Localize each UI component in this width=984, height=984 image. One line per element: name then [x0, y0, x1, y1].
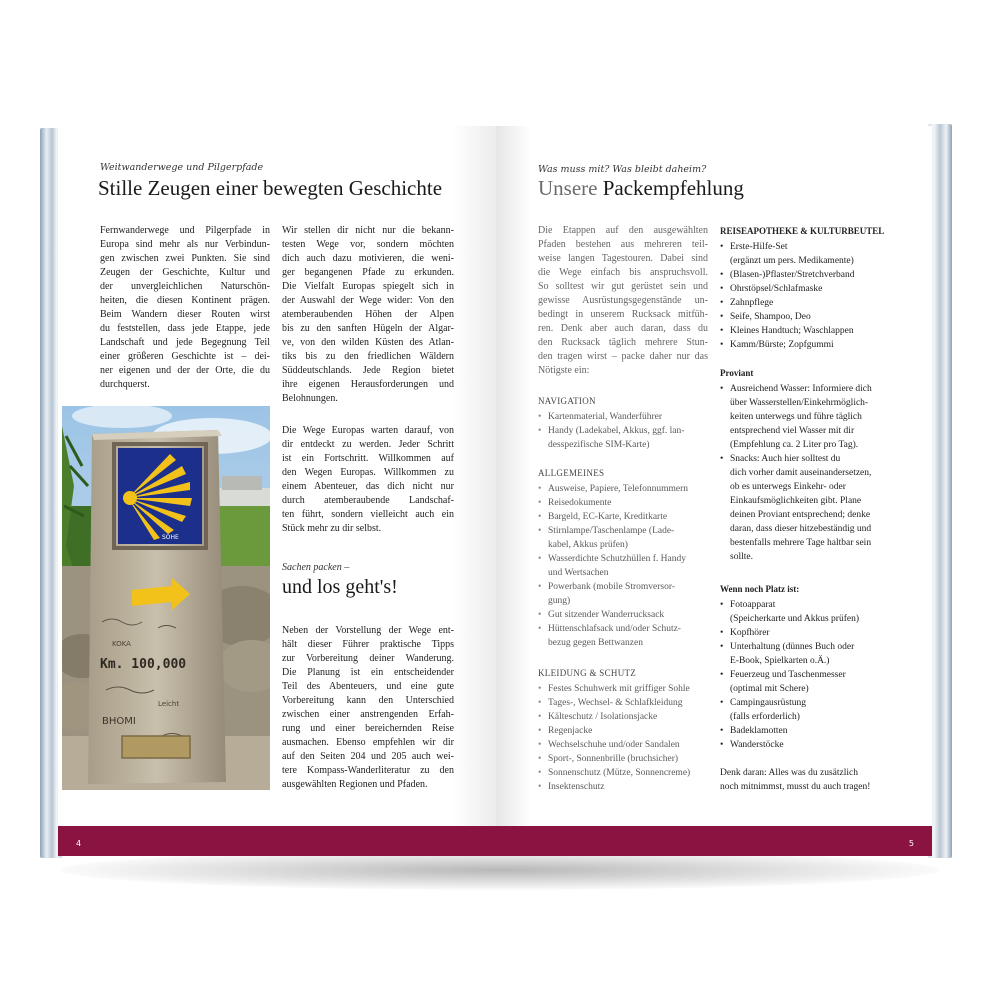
col2-p3-line: Neben der Vorstellung der Wege ent- [282, 625, 454, 636]
col2-p1-line: testen Wege vor, sondern möchten [282, 239, 454, 250]
list-item: • Erste-Hilfe-Set (ergänzt um pers. Medikamente) [720, 240, 855, 268]
col2-p1-line: der Auswahl der Wege wider: Von den [282, 295, 454, 306]
left-footer-bar [58, 826, 496, 856]
col1-line: heiten, die diesen Kontinent prägen. [100, 295, 270, 306]
proviant-heading: Proviant [720, 368, 754, 378]
marker-km-label: Km. 100,000 [100, 657, 187, 672]
graffiti-koka: KOKA [112, 640, 131, 648]
right-title [538, 176, 744, 201]
intro-line: So solltest wir gut gerüstet sein und [538, 281, 708, 292]
list-item: • Kopfhörer [720, 626, 859, 640]
col2-p1-line: dich auch dazu motivieren, die weni- [282, 253, 454, 264]
col1-line: durchquerst. [100, 379, 150, 390]
right-title-main: Packempfehlung [602, 176, 744, 200]
reiseapotheke-list [720, 240, 855, 352]
col2-p2-line: durch atemberaubende Landschaf- [282, 495, 454, 506]
left-col2-paragraph-3 [282, 624, 454, 792]
right-kicker: Was muss mit? Was bleibt daheim? [538, 164, 707, 175]
intro-line: den tragen wirst – packe daher nur das [538, 351, 708, 362]
col2-p1-line: Süddeutschlands. Jede Region bietet [282, 365, 454, 376]
col2-p1-line: Die Vielfalt Europas spiegelt sich in [282, 281, 454, 292]
col2-p1-line: ger begangenen Pfade zu erkunden. [282, 267, 454, 278]
list-item: • Bargeld, EC-Karte, Kreditkarte [538, 510, 688, 524]
list-item: • Sport-, Sonnenbrille (bruchsicher) [538, 752, 690, 766]
intro-line: weise langen Tagestouren. Dabei sind [538, 253, 708, 264]
list-item: • Festes Schuhwerk mit griffiger Sohle [538, 682, 690, 696]
list-item: • Insektenschutz [538, 780, 690, 794]
intro-line: Pfaden bestehen aus mehreren teil- [538, 239, 708, 250]
list-item: • Campingausrüstung (falls erforderlich) [720, 696, 859, 724]
intro-line: ren. Denk aber auch daran, dass du [538, 323, 708, 334]
col2-p1-line: Belohnungen. [282, 393, 338, 404]
intro-line: die Wege einfach bis anspruchsvoll. [538, 267, 708, 278]
right-page [496, 126, 932, 856]
list-item: • Ausreichend Wasser: Informiere dich über Wasserstellen/Einkehrmöglich- keiten unterwegs und führe täglich entsprechend viel Wasser mit dir (Empfehlung ca. 2 Liter pro Tag). [720, 382, 872, 452]
col2-p2-line: ist ein Fortschritt. Willkommen auf [282, 453, 454, 464]
proviant-list [720, 382, 872, 564]
list-item: • Ausweise, Papiere, Telefonnummern [538, 482, 688, 496]
col2-p1-line: atemberaubenden Höhen der Alpen [282, 309, 454, 320]
right-footer-bar [496, 826, 932, 856]
allgemeines-heading: ALLGEMEINES [538, 468, 605, 478]
closing-line-1: Denk daran: Alles was du zusätzlich [720, 768, 858, 778]
navigation-heading: NAVIGATION [538, 396, 596, 406]
col2-p1-line: ve, von den wilden Küsten des Atlan- [282, 337, 454, 348]
reiseapotheke-heading: REISEAPOTHEKE & KULTURBEUTEL [720, 226, 885, 236]
col2-p3-line: tere Kompass-Wanderliteratur zu den [282, 765, 454, 776]
book-shadow [60, 850, 940, 890]
list-item: • Kamm/Bürste; Zopfgummi [720, 338, 855, 352]
list-item: • Wanderstöcke [720, 738, 859, 752]
col1-line: Fernwanderwege und Pilgerpfade in [100, 225, 270, 236]
list-item: • Feuerzeug und Taschenmesser (optimal mit Schere) [720, 668, 859, 696]
closing-line-2: noch mitnimmst, musst du auch tragen! [720, 782, 871, 792]
col1-line: gen zwischen zwei Punkten. Sie sind [100, 253, 270, 264]
platz-heading: Wenn noch Platz ist: [720, 584, 800, 594]
col2-p2-line: einem Abenteuer, das dich nicht nur [282, 481, 454, 492]
col2-p1-line: bis zu den sanften Hügeln der Algar- [282, 323, 454, 334]
intro-line: den Rucksack täglich mehrere Stun- [538, 337, 708, 348]
col1-line: Europa sind mehr als nur Verbindun- [100, 239, 270, 250]
col2-p1-line: tiks bis zu den friedlichen Wäldern [282, 351, 454, 362]
col2-p1-line: Wir stellen dir nicht nur die bekann- [282, 225, 454, 236]
list-item: • Kleines Handtuch; Waschlappen [720, 324, 855, 338]
col2-p2-line: ten führt, sondern vielleicht auch ein [282, 509, 454, 520]
left-col2-paragraph-2 [282, 424, 454, 536]
list-item: • Zahnpflege [720, 296, 855, 310]
col1-line: Landschaft und jede Begegnung Teil [100, 337, 270, 348]
kleidung-list [538, 682, 690, 794]
col2-p2-line: dir entdeckt zu werden. Jeder Schritt [282, 439, 454, 450]
col1-line: du feststellen, dass jede Etappe, jede [100, 323, 270, 334]
navigation-list [538, 410, 684, 452]
col2-p2-line: Die Wege Europas warten darauf, von [282, 425, 454, 436]
list-item: • Wechselschuhe und/oder Sandalen [538, 738, 690, 752]
list-item: • Powerbank (mobile Stromversor- gung) [538, 580, 688, 608]
col1-line: der unvergleichlichen Naturschön- [100, 281, 270, 292]
camino-marker-photo [62, 406, 270, 790]
pack-intro-paragraph [538, 224, 708, 378]
left-col1-paragraph [100, 224, 270, 392]
graffiti-bhomi: BHOMI [102, 716, 136, 727]
list-item: • Kartenmaterial, Wanderführer [538, 410, 684, 424]
list-item: • Ohrstöpsel/Schlafmaske [720, 282, 855, 296]
col1-line: ner eigenen und der der Orte, die du [100, 365, 270, 376]
col2-p2-line: Stück mehr zu dir selbst. [282, 523, 382, 534]
kleidung-heading: KLEIDUNG & SCHUTZ [538, 668, 637, 678]
col2-p2-line: den Wegen Europas. Willkommen zu [282, 467, 454, 478]
list-item: • Stirnlampe/Taschenlampe (Lade- kabel, Akkus prüfen) [538, 524, 688, 552]
col2-p3-line: hält dieser Führer praktische Tipps [282, 639, 454, 650]
list-item: • Badeklamotten [720, 724, 859, 738]
col1-line: einer größeren Geschichte ist – dei- [100, 351, 270, 362]
list-item: • Tages-, Wechsel- & Schlafkleidung [538, 696, 690, 710]
col2-p3-line: zwischen einer anstrengenden Erfah- [282, 709, 454, 720]
left-page [58, 126, 496, 856]
col2-p3-line: ausmachen. Ebenso empfehlen wir dir [282, 737, 454, 748]
list-item: • Gut sitzender Wanderrucksack [538, 608, 688, 622]
list-item: • Wasserdichte Schutzhüllen f. Handy und Wertsachen [538, 552, 688, 580]
graffiti-leicht: Leicht [158, 700, 180, 708]
col2-p3-line: Vorbereitung kann den Unterschied [282, 695, 454, 706]
list-item: • Unterhaltung (dünnes Buch oder E-Book, Spielkarten o.Ä.) [720, 640, 859, 668]
list-item: • Reisedokumente [538, 496, 688, 510]
list-item: • Handy (Ladekabel, Akkus, ggf. lan- desspezifische SIM-Karte) [538, 424, 684, 452]
platz-list [720, 598, 859, 752]
intro-line: bedingt in unserem Rucksack mitfüh- [538, 309, 708, 320]
right-page-number: 5 [908, 839, 914, 848]
list-item: • (Blasen-)Pflaster/Stretchverband [720, 268, 855, 282]
closing-note [720, 766, 870, 794]
col1-line: Beim Wandern dieser Routen wirst [100, 309, 270, 320]
list-item: • Snacks: Auch hier solltest du dich vorher damit auseinandersetzen, ob es unterwegs Einkehr- oder Einkaufsmöglichkeiten gibt. Plane deinen Proviant entsprechend; denke daran, dass dieser hitzebeständig und bestenfalls mehrere Tage haltbar sein sollte. [720, 452, 872, 564]
list-item: • Seife, Shampoo, Deo [720, 310, 855, 324]
intro-line: Die Etappen auf den ausgewählten [538, 225, 708, 236]
intro-line: gewisse Ausrüstungsgegenstände un- [538, 295, 708, 306]
marker-small-label: SOHE [162, 534, 179, 541]
section-title: und los geht's! [282, 576, 398, 598]
col2-p3-line: Teil des Abenteuers, und eine gute [282, 681, 454, 692]
intro-line: Nötigste ein: [538, 365, 590, 376]
section-kicker: Sachen packen – [282, 562, 350, 573]
list-item: • Hüttenschlafsack und/oder Schutz- bezug gegen Bettwanzen [538, 622, 688, 650]
list-item: • Kälteschutz / Isolationsjacke [538, 710, 690, 724]
left-col2-paragraph-1 [282, 224, 454, 406]
list-item: • Regenjacke [538, 724, 690, 738]
list-item: • Fotoapparat (Speicherkarte und Akkus prüfen) [720, 598, 859, 626]
list-item: • Sonnenschutz (Mütze, Sonnencreme) [538, 766, 690, 780]
col1-line: Zeugen der Geschichte, Kultur und [100, 267, 270, 278]
left-page-number: 4 [76, 839, 82, 848]
col2-p1-line: ihre eigenen Herausforderungen und [282, 379, 454, 390]
allgemeines-list [538, 482, 688, 650]
col2-p3-line: auf den Seiten 204 und 205 auch wei- [282, 751, 454, 762]
right-title-muted: Unsere [538, 176, 603, 200]
left-kicker: Weitwanderwege und Pilgerpfade [100, 162, 264, 173]
col2-p3-line: rung und einer bereichernden Reise [282, 723, 454, 734]
col2-p3-line: zur Vorbereitung deiner Wanderung. [282, 653, 454, 664]
col2-p3-line: ausgewählten Regionen und Pfaden. [282, 779, 428, 790]
left-title: Stille Zeugen einer bewegten Geschichte [98, 176, 443, 200]
col2-p3-line: Die Planung ist ein entscheidender [282, 667, 454, 678]
